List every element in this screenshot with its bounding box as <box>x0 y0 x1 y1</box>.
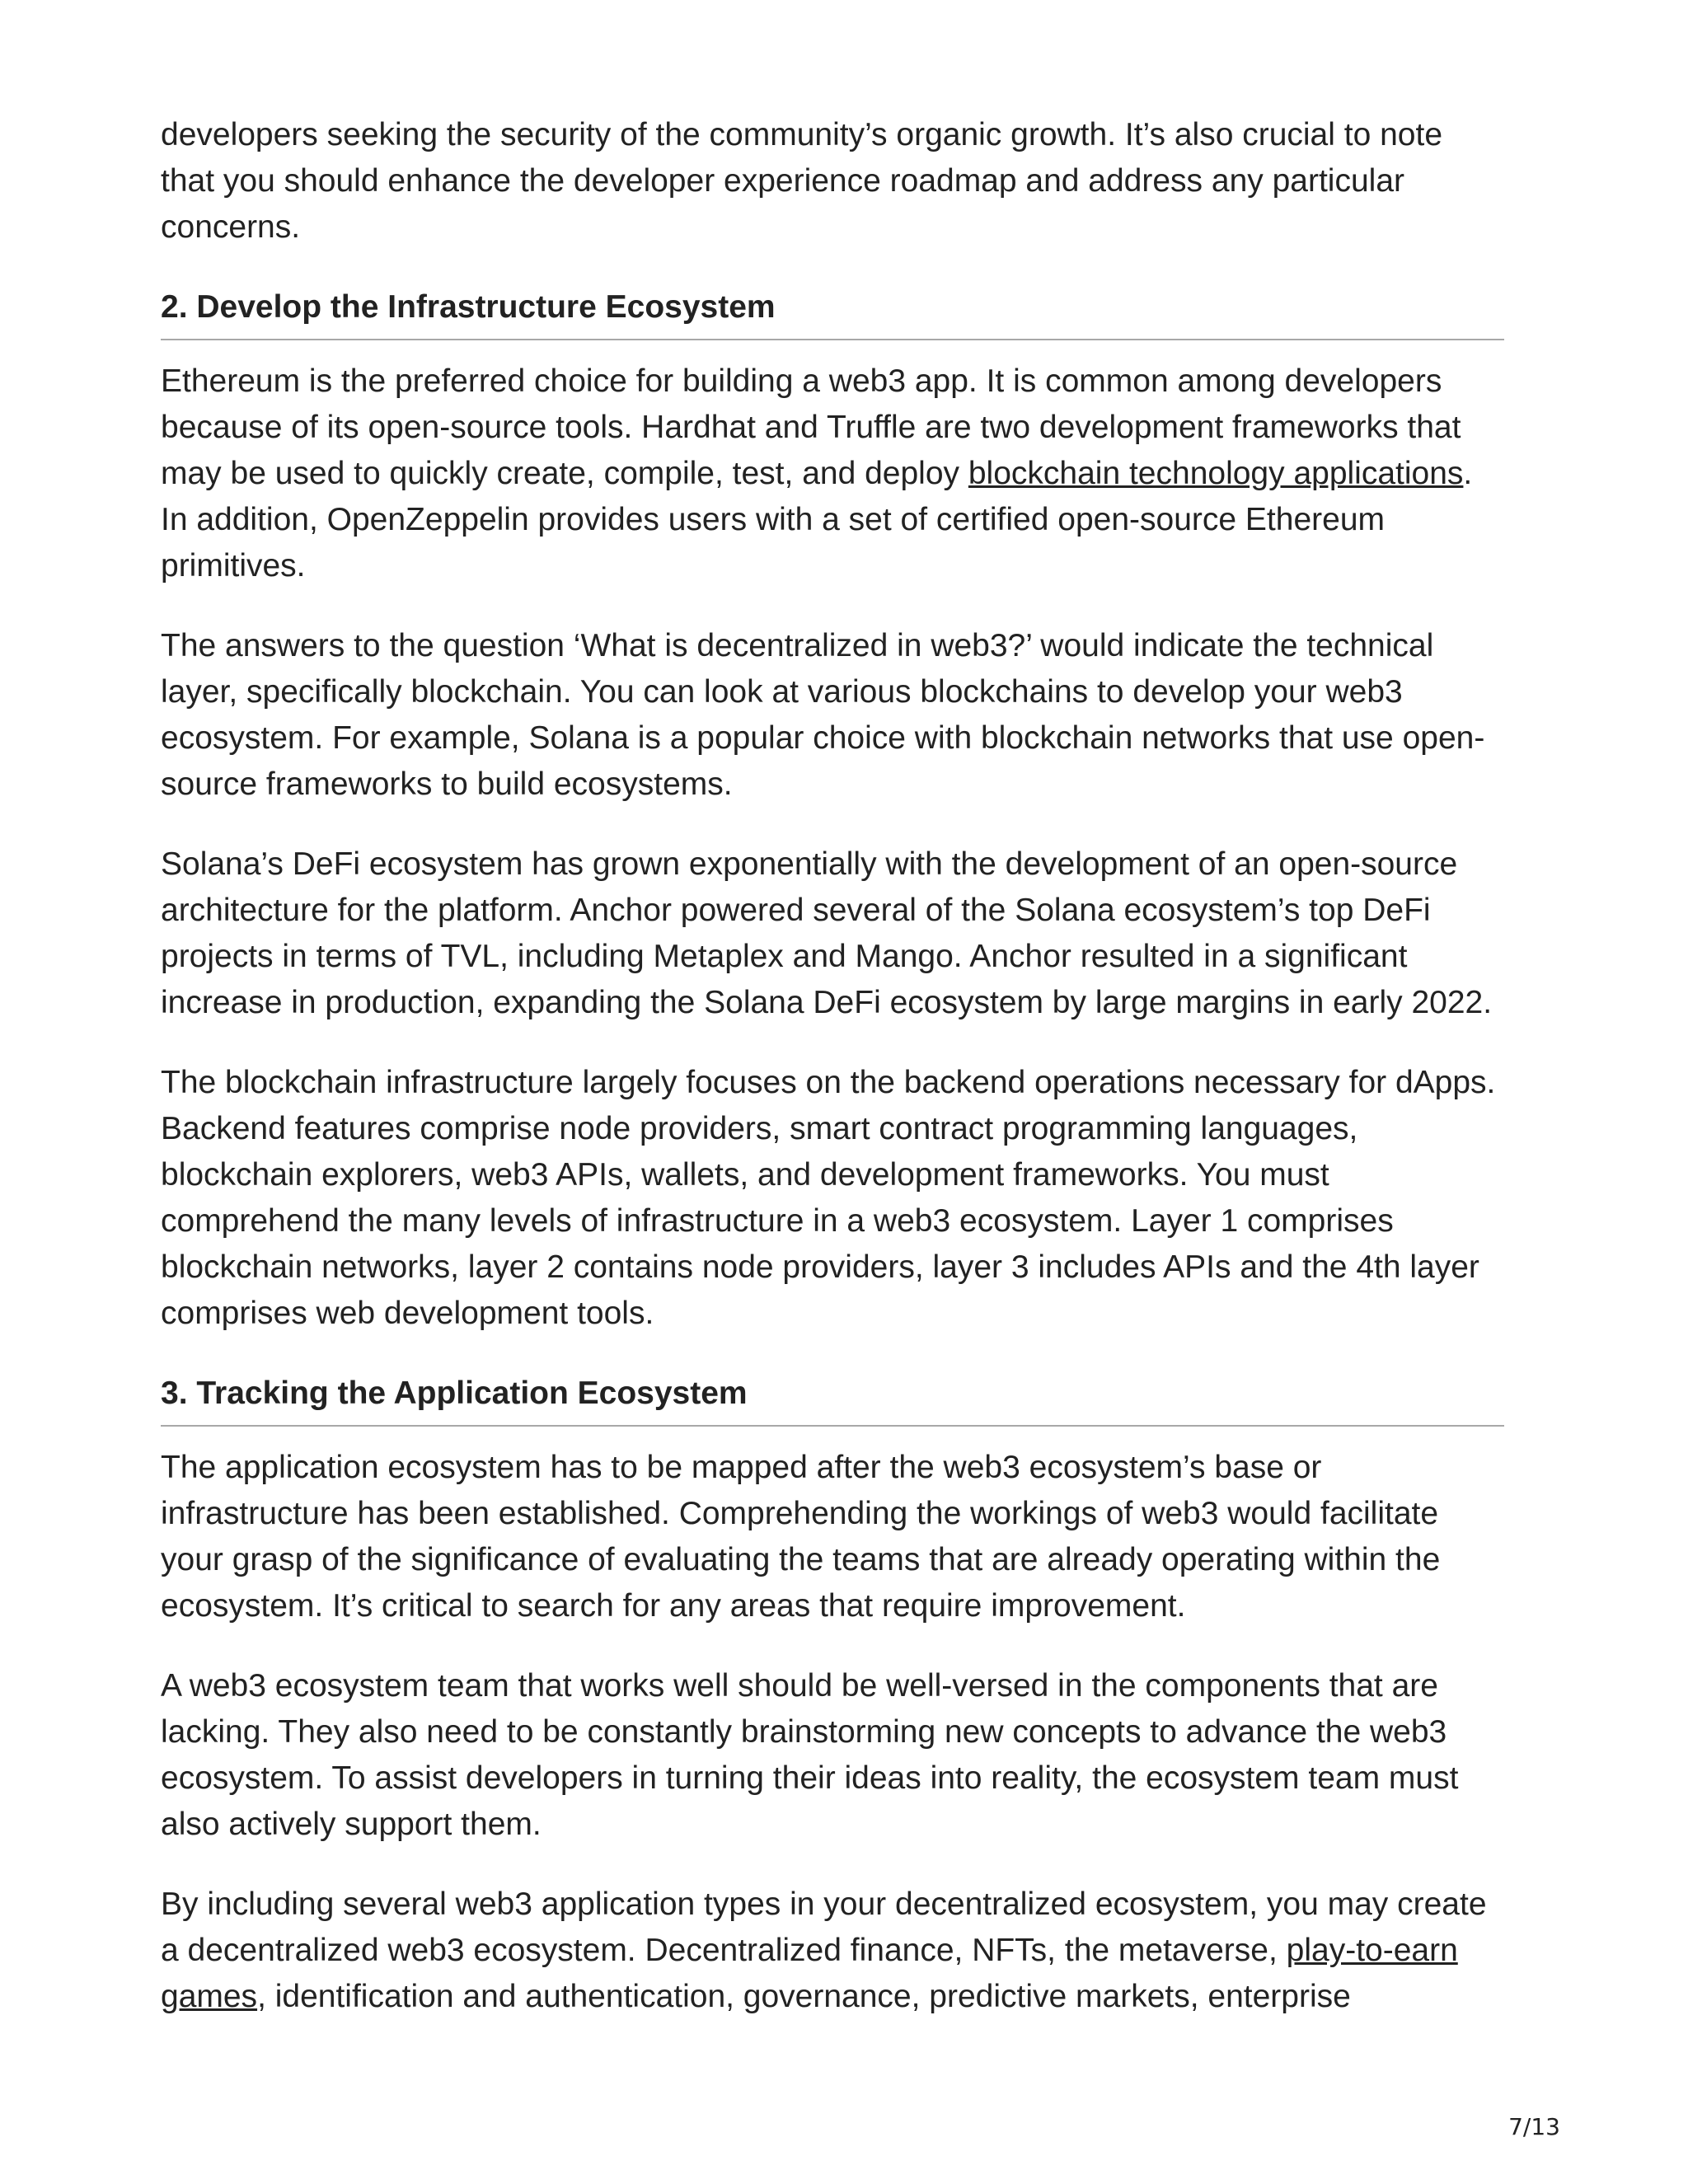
paragraph-ethereum-text-2: . In addition, OpenZeppelin provides users with a set of certified open-source Ethereum primitives. <box>161 456 1473 583</box>
paragraph-application-ecosystem: The application ecosystem has to be mapped after the web3 ecosystem’s base or infrastructure has been established. Comprehending the workings of web3 would facilitate your grasp of the significance of evaluating the teams that are already operating within the ecosystem. It’s critical to search for any areas that require improvement. <box>161 1450 1441 1624</box>
paragraph-application-types <box>161 1882 1504 2020</box>
paragraph-application-types-text-2: , identification and authentication, governance, predictive markets, enterprise <box>257 1979 1351 2014</box>
paragraph-decentralized-question: The answers to the question ‘What is decentralized in web3?’ would indicate the technical layer, specifically blockchain. You can look at various blockchains to develop your web3 ecosystem. For example, Solana is a popular choice with blockchain networks that use open-source frameworks to build ecosystems. <box>161 628 1485 802</box>
heading-tracking-application: 3. Tracking the Application Ecosystem <box>161 1371 1504 1427</box>
paragraph-ecosystem-team: A web3 ecosystem team that works well should be well-versed in the components that are lacking. They also need to be constantly brainstorming new concepts to advance the web3 ecosystem. To assist developers in turning their ideas into reality, the ecosystem team must also actively support them. <box>161 1668 1459 1842</box>
article-body <box>161 112 1504 2054</box>
link-play-to-earn-games[interactable]: play-to-earn games <box>161 1933 1458 2014</box>
link-blockchain-technology-applications[interactable]: blockchain technology applications <box>968 456 1464 491</box>
paragraph-solana-defi: Solana’s DeFi ecosystem has grown exponentially with the development of an open-source architecture for the platform. Anchor powered several of the Solana ecosystem’s top DeFi projects in terms of TVL, including Metaplex and Mango. Anchor resulted in a significant increase in production, expanding the Solana DeFi ecosystem by large margins in early 2022. <box>161 846 1493 1020</box>
paragraph-application-types-text-1: By including several web3 application types in your decentralized ecosystem, you may create a decentralized web3 ecosystem. Decentralized finance, NFTs, the metaverse, <box>161 1886 1487 1968</box>
page-number: 7/13 <box>1508 2113 1560 2140</box>
paragraph-intro: developers seeking the security of the community’s organic growth. It’s also crucial to note that you should enhance the developer experience roadmap and address any particular concerns. <box>161 117 1443 245</box>
heading-develop-infrastructure: 2. Develop the Infrastructure Ecosystem <box>161 284 1504 340</box>
paragraph-ethereum <box>161 359 1504 589</box>
paragraph-blockchain-infrastructure: The blockchain infrastructure largely focuses on the backend operations necessary for dApps. Backend features comprise node providers, smart contract programming languages, blockchain explorers, web3 APIs, wallets, and development frameworks. You must comprehend the many levels of infrastructure in a web3 ecosystem. Layer 1 comprises blockchain networks, layer 2 contains node providers, layer 3 includes APIs and the 4th layer comprises web development tools. <box>161 1065 1496 1331</box>
paragraph-ethereum-text-1: Ethereum is the preferred choice for building a web3 app. It is common among developers because of its open-source tools. Hardhat and Truffle are two development frameworks that may be used to quickly create, compile, test, and deploy <box>161 363 1461 491</box>
